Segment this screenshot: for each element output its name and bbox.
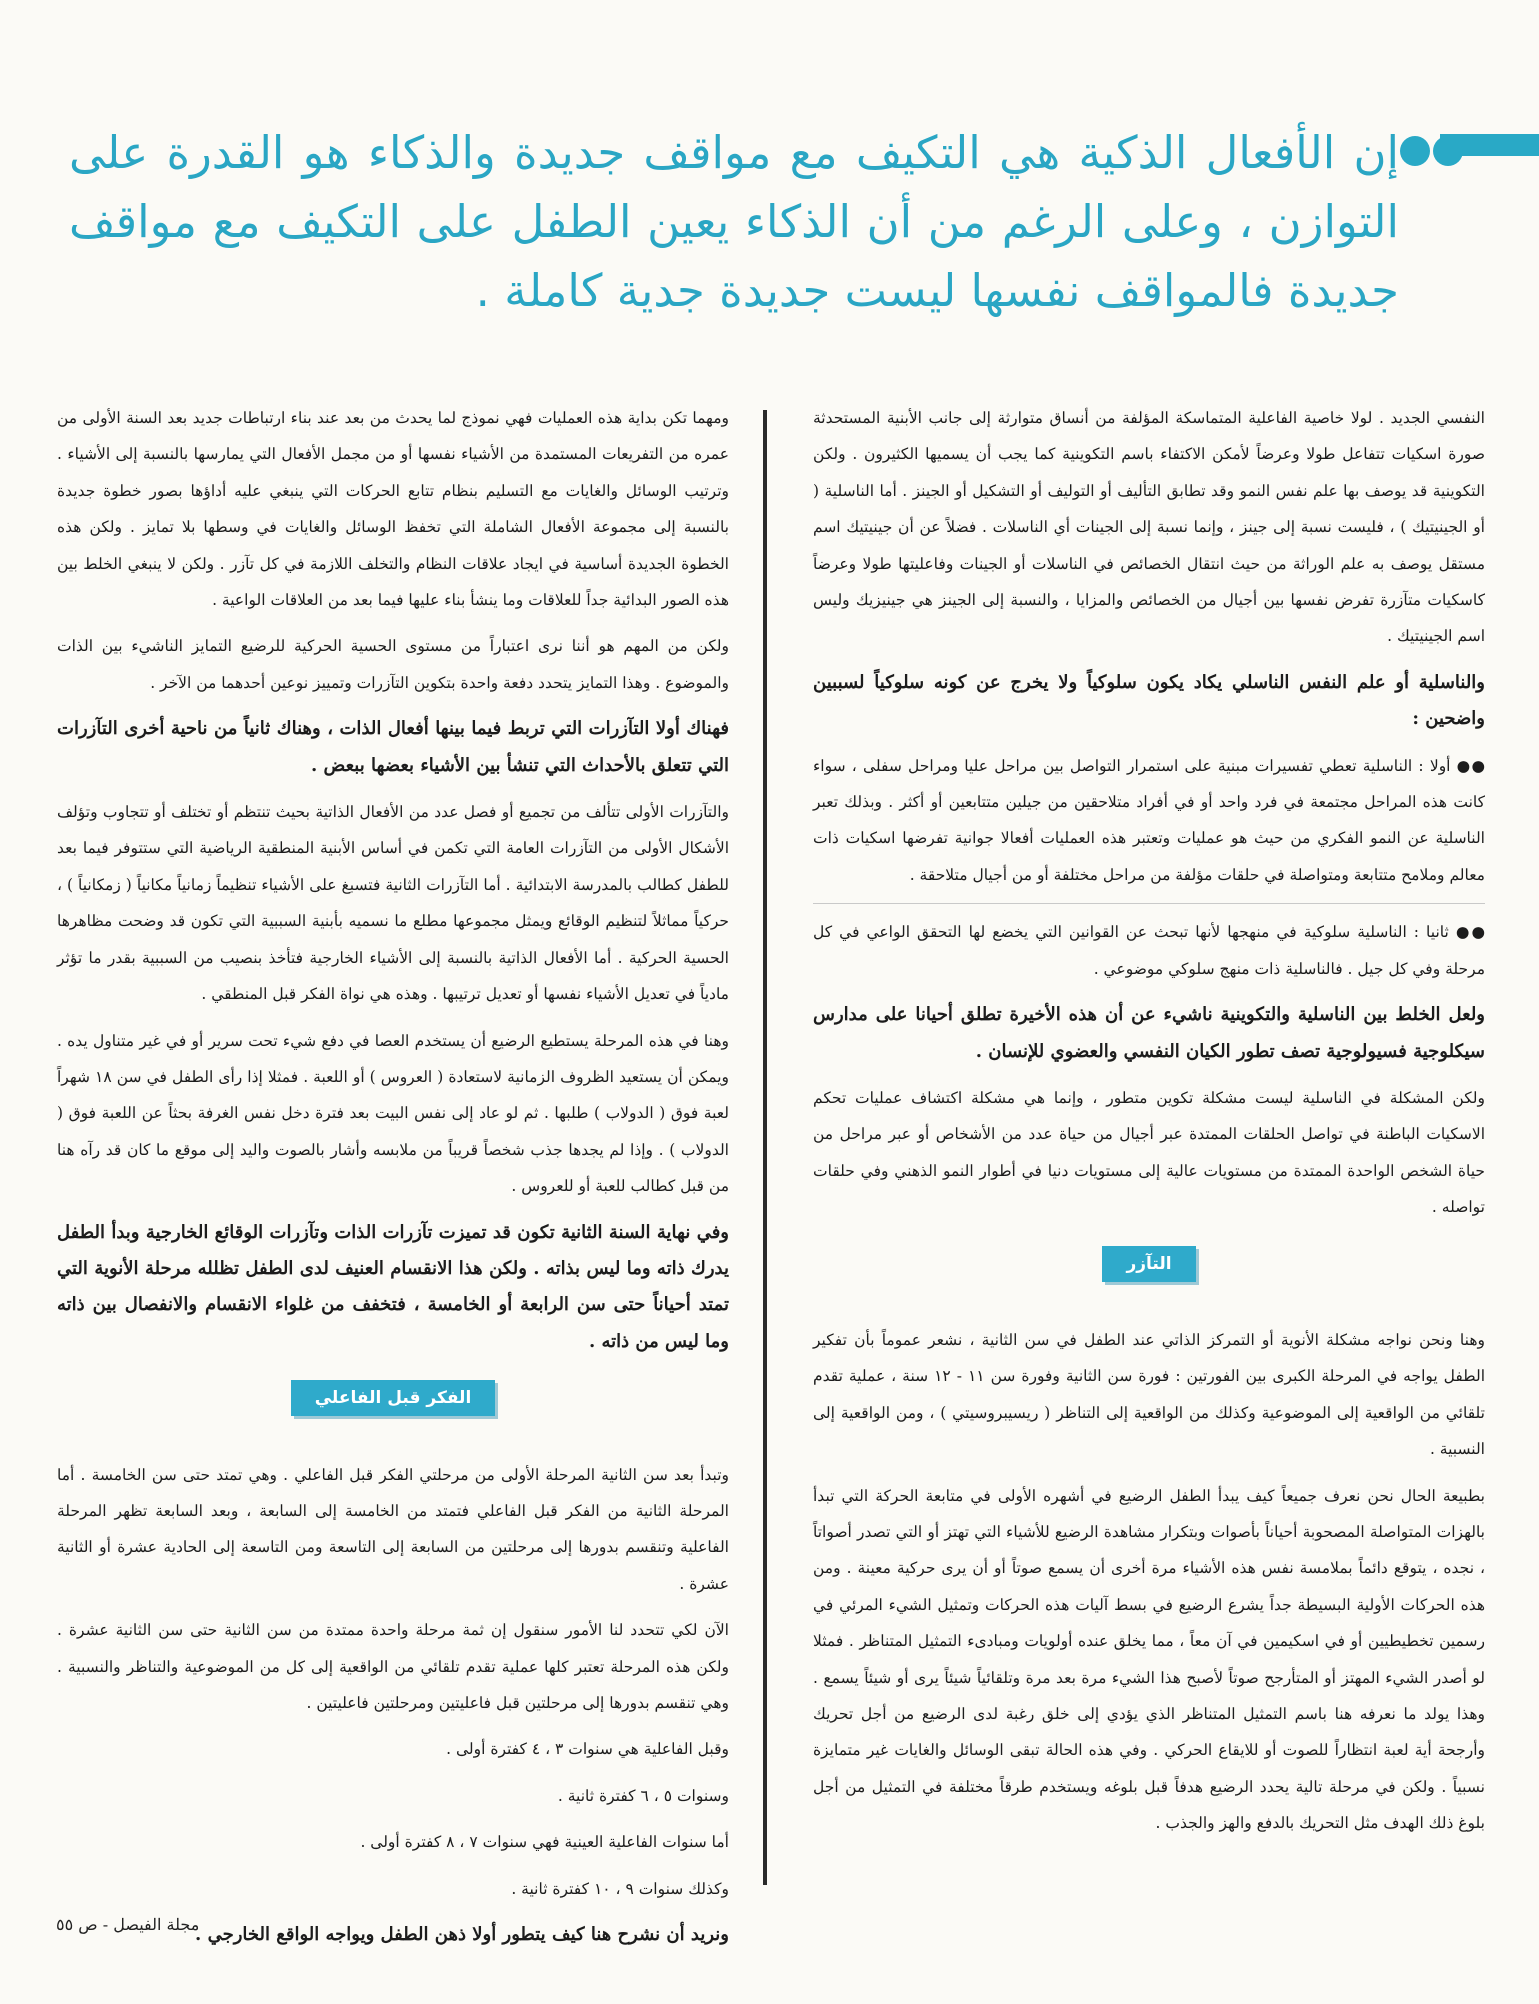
- paragraph: والتآزرات الأولى تتألف من تجميع أو فصل عدد من الأفعال الذاتية بحيث تنتظم أو تختلف أو تتجاوب وتؤلف الأشكال الأولى من التآزرات العامة التي تكمن في أساس الأبنية المنطقية الرياضية التي ستتوفر فيما بعد للطفل كطالب بالمدرسة الابتدائية . أما التآزرات الثانية فتسبغ على الأشياء تنظيماً زمانياً مكانياً ( زمكانياً ) ، حركياً مماثلاً لتنظيم الوقائع ويمثل مجموعها مطلع ما نسميه بأبنية السببية التي تكون قد وضحت مظاهرها الحسية الحركية . أما الأفعال الذاتية بالنسبة إلى الأشياء الخارجية فتأخذ بنصيب من السببية بقدر ما تؤثر مادياً في تعديل الأشياء نفسها أو تعديل ترتيبها . وهذه هي نواة الفكر قبل المنطقي .: [57, 803, 729, 1004]
- header-accent-dots: [1400, 136, 1463, 166]
- pull-quote: إن الأفعال الذكية هي التكيف مع مواقف جديدة والذكاء هو القدرة على التوازن ، وعلى الرغم من أن الذكاء يعين الطفل على التكيف مع مواقف جديدة فالمواقف نفسها ليست جديدة جدية كاملة .: [69, 126, 1399, 317]
- paragraph: ولكن من المهم هو أننا نرى اعتباراً من مستوى الحسية الحركية للرضيع التمايز الناشيء بين الذات والموضوع . وهذا التمايز يتحدد دفعة واحدة بتكوين التآزرات وتمييز نوعين أحدهما من الآخر .: [57, 637, 729, 692]
- right-column: [813, 400, 1485, 1852]
- paragraph: فهناك أولا التآزرات التي تربط فيما بينها أفعال الذات ، وهناك ثانياً من ناحية أخرى التآزرات التي تتعلق بالأحداث التي تنشأ بين الأشياء بعضها ببعض .: [57, 718, 729, 776]
- section-heading-wrap: [813, 1246, 1485, 1282]
- paragraph: بطبيعة الحال نحن نعرف جميعاً كيف يبدأ الطفل الرضيع في أشهره الأولى في متابعة الحركة التي تبدأ بالهزات المتواصلة المصحوبة أحياناً بأصوات وبتكرار مشاهدة الرضيع للأشياء التي تهتز أو التي تصدر أصواتاً ، نجده ، يتوقع دائماً بملامسة نفس هذه الأشياء مرة أخرى أن يسمع صوتاً أو أن يرى حركية معينة . ومن هذه الحركات الأولية البسيطة جداً يشرع الرضيع في بسط آليات هذه الحركات وتمثيل الشيء المرئي في رسمين تخطيطيين أو في اسكيمين في آن معاً ، مما يخلق عنده أولويات ومبادىء التمثيل المتناظر . فمثلا لو أصدر الشيء المهتز أو المتأرجح صوتاً لأصبح هذا الشيء مرة بعد مرة وتلقائياً شيئاً يرى أو شيئاً يسمع . وهذا يولد ما نعرفه هنا باسم التمثيل المتناظر الذي يؤدي إلى خلق رغبة لدى الرضيع من أجل تحريك وأرجحة أية لعبة انتظاراً للصوت أو للايقاع الحركي . وفي هذه الحالة تبقى الوسائل والغايات غير متمايزة نسبياً . ولكن في مرحلة تالية يحدد الرضيع هدفاً قبل بلوغه ويستخدم طرقاً مختلفة في التمثيل من أجل بلوغ ذلك الهدف مثل التحريك بالدفع والهز والجذب .: [813, 1486, 1485, 1833]
- paragraph: الآن لكي تتحدد لنا الأمور سنقول إن ثمة مرحلة واحدة ممتدة من سن الثانية حتى سن الثانية عشرة . ولكن هذه المرحلة تعتبر كلها عملية تقدم تلقائي من الواقعية إلى كل من الموضوعية والتناظر والنسبية . وهي تنقسم بدورها إلى مرحلتين قبل فاعليتين ومرحلتين فاعليتين .: [57, 1621, 729, 1712]
- paragraph: وفي نهاية السنة الثانية تكون قد تميزت تآزرات الذات وتآزرات الوقائع الخارجية وبدأ الطفل يدرك ذاته وما ليس بذاته . ولكن هذا الانقسام العنيف لدى الطفل تظلله مرحلة الأنوية التي تمتد أحياناً حتى سن الرابعة أو الخامسة ، فتخفف من غلواء الانقسام والانفصال بين ذاته وما ليس من ذاته .: [57, 1221, 729, 1352]
- paragraph: وهنا ونحن نواجه مشكلة الأنوية أو التمركز الذاتي عند الطفل في سن الثانية ، نشعر عموماً بأن تفكير الطفل يواجه في المرحلة الكبرى بين الفورتين : فورة سن الثانية وفورة سن ١١ - ١٢ سنة ، عملية تقدم تلقائي من الواقعية إلى الموضوعية وكذلك من الواقعية إلى التناظر ( ريسيبروسيتي ) ، ومن الواقعية إلى النسبية .: [813, 1330, 1486, 1459]
- paragraph: ومهما تكن بداية هذه العمليات فهي نموذج لما يحدث من بعد عند بناء ارتباطات جديد بعد السنة الأولى من عمره من التفريعات المستمدة من الأشياء نفسها أو من مجمل الأفعال التي يمارسها بالنسبة إلى الأشياء . وترتيب الوسائل والغايات مع التسليم بنظام تتابع الحركات التي ينبغي عليه أداؤها بصور خطوة جديدة بالنسبة إلى مجموعة الأفعال الشاملة التي تخفظ الوسائل والغايات في وسطها بلا تمايز . ولكن هذه الخطوة الجديدة أساسية في ايجاد علاقات النظام والتخلف اللازمة في كل تآزر . ولكن لا ينبغي الخلط بين هذه الصور البدائية جداً للعلاقات وما ينشأ بناء عليها فيما بعد من العلاقات الواعية .: [57, 409, 729, 610]
- accent-dot: [1433, 136, 1463, 166]
- column-divider: [763, 410, 767, 1885]
- list-item: أما سنوات الفاعلية العينية فهي سنوات ٧ ، ٨ كفترة أولى .: [360, 1833, 729, 1852]
- list-item: وقبل الفاعلية هي سنوات ٣ ، ٤ كفترة أولى .: [446, 1740, 729, 1759]
- section-heading: الفكر قبل الفاعلي: [291, 1380, 496, 1416]
- paragraph: وتبدأ بعد سن الثانية المرحلة الأولى من مرحلتي الفكر قبل الفاعلي . وهي تمتد حتى سن الخامسة . أما المرحلة الثانية من الفكر قبل الفاعلي فتمتد من الخامسة إلى السابعة ، وبعد السابعة تظهر المرحلة الفاعلية وتنقسم بدورها إلى مرحلتين من السابعة إلى التاسعة ومن التاسعة إلى الحادية عشرة أو الثانية عشرة .: [57, 1465, 729, 1593]
- paragraph: ●● أولا : الناسلية تعطي تفسيرات مبنية على استمرار التواصل بين مراحل عليا ومراحل سفلى ، سواء كانت هذه المراحل مجتمعة في فرد واحد أو في أفراد متلاحقين من جيلين متتابعين أو أكثر . وبذلك تعبر الناسلية عن النمو الفكري من حيث هو عمليات وتعتبر هذه العمليات أفعالا جوانية تفرضها اسكيات ذات معالم وملامح متتابعة ومتواصلة في حلقات مؤلفة من مراحل مختلفة أو من أجيال متلاحقة .: [813, 748, 1485, 905]
- paragraph: ولكن المشكلة في الناسلية ليست مشكلة تكوين متطور ، وإنما هي مشكلة اكتشاف عمليات تحكم الاسكيات الباطنة في تواصل الحلقات الممتدة عبر أجيال من حياة عدد من الأشخاص أو عبر مراحل من حياة الشخص الواحدة الممتدة من مستويات عالية إلى مستويات دنيا في أطوار النمو الذهني وفي حلقات تواصله .: [813, 1088, 1485, 1217]
- paragraph: والناسلية أو علم النفس الناسلي يكاد يكون سلوكياً ولا يخرج عن كونه سلوكياً لسببين واضحين :: [813, 671, 1485, 730]
- paragraph: النفسي الجديد . لولا خاصية الفاعلية المتماسكة المؤلفة من أنساق متوارثة إلى جانب الأبنية المستحدثة صورة اسكيات تتفاعل طولا وعرضاً لأمكن الاكتفاء باسم التكوينية كما يجب أن يسميها الكثيرون . ولكن التكوينية قد يوصف بها علم نفس النمو وقد تطابق التأليف أو التوليف أو التشكيل أو الجينز . أما الناسلية ( أو الجينيتيك ) ، فليست نسبة إلى جينز ، وإنما نسبة إلى الجينات أي الناسلات . فضلاً عن أن جينيتيك اسم مستقل يوصف به علم الوراثة من حيث انتقال الخصائص في الناسلات أو الجينات وفاعليتها طولا وعرضاً كاسكيات متآزرة تفرض نفسها بين أجيال من الخصائص والمزايا ، والنسبة إلى الجينز هي جينيزيك وليس اسم الجينيتيك .: [813, 409, 1485, 646]
- list-item: وسنوات ٥ ، ٦ كفترة ثانية .: [557, 1786, 729, 1805]
- paragraph: ولعل الخلط بين الناسلية والتكوينية ناشيء عن أن هذه الأخيرة تطلق أحيانا على مدارس سيكلوجية فسيولوجية تصف تطور الكيان النفسي والعضوي للإنسان .: [813, 1004, 1485, 1062]
- paragraph: وهنا في هذه المرحلة يستطيع الرضيع أن يستخدم العصا في دفع شيء تحت سرير أو في غير متناول يده . ويمكن أن يستعيد الظروف الزمانية لاستعادة ( العروس ) أو اللعبة . فمثلا إذا رأى الطفل في سن ١٨ شهراً لعبة فوق ( الدولاب ) طلبها . ثم لو عاد إلى نفس البيت بعد فترة دخل نفس الغرفة بحثاً عن اللعبة فوق ( الدولاب ) . وإذا لم يجدها جذب شخصاً قريباً من ملابسه وأشار بالصوت واليد إلى موقع ما كان قد رآه هنا من قبل كطالب للعبة أو للعروس .: [57, 1031, 729, 1196]
- page-footer: مجلة الفيصل - ص ٥٥: [56, 1915, 200, 1934]
- accent-dot: [1400, 136, 1430, 166]
- paragraph: ونريد أن نشرح هنا كيف يتطور أولا ذهن الطفل ويواجه الواقع الخارجي .: [195, 1924, 729, 1946]
- list-item: وكذلك سنوات ٩ ، ١٠ كفترة ثانية .: [511, 1879, 729, 1898]
- left-column: [57, 400, 729, 1963]
- section-heading: التآزر: [1102, 1246, 1195, 1282]
- section-heading-wrap: [57, 1380, 729, 1416]
- paragraph: ●● ثانيا : الناسلية سلوكية في منهجها لأنها تبحث عن القوانين التي يخضع لها التحقق الواعي في كل مرحلة وفي كل جيل . فالناسلية ذات منهج سلوكي موضوعي .: [813, 923, 1485, 978]
